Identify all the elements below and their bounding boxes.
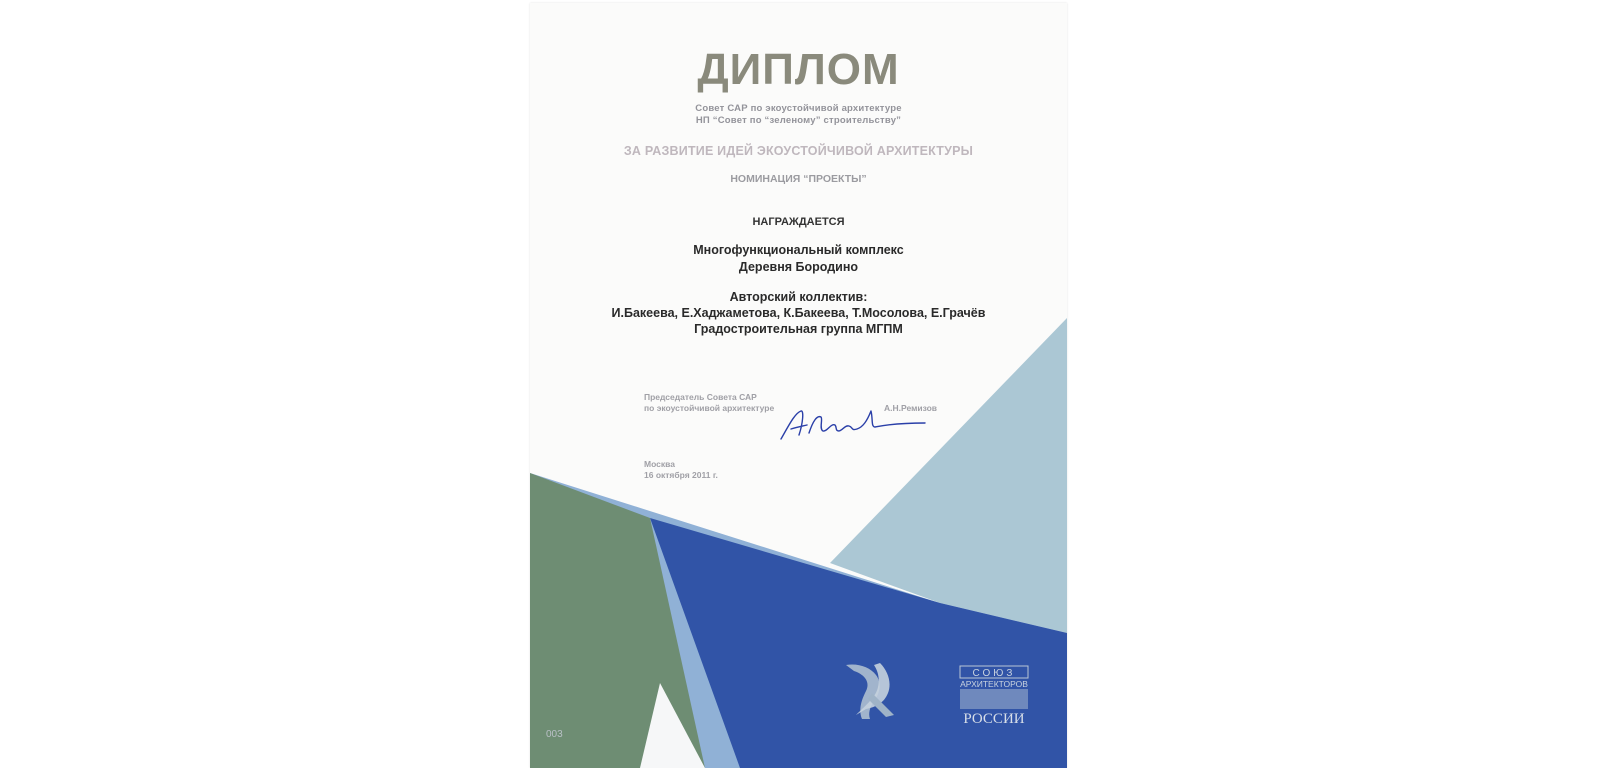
union-of-architects-logo	[958, 665, 1030, 727]
chairman-title-line-1: Председатель Совета САР	[644, 392, 757, 402]
project-name-line-2: Деревня Бородино	[738, 260, 859, 274]
authors-list: И.Бакеева, Е.Хаджаметова, К.Бакеева, Т.Мосолова, Е.Грачёв	[611, 306, 986, 320]
emblem-logo-icon	[836, 653, 906, 723]
city: Москва	[644, 459, 675, 469]
page-number: 003	[546, 729, 563, 740]
union-logo-top-text: СОЮЗ	[972, 668, 1016, 679]
issue-date: 16 октября 2011 г.	[644, 470, 718, 480]
union-logo-middle-text: АРХИТЕКТОРОВ	[960, 679, 1028, 689]
diploma-title: ДИПЛОМ	[697, 45, 900, 94]
organization-line-1: Совет САР по экоустойчивой архитектуре	[695, 103, 902, 114]
diploma-sheet	[530, 3, 1067, 768]
organization-line-2: НП “Совет по “зеленому” строительству”	[695, 115, 902, 126]
chairman-title-line-2: по экоустойчивой архитектуре	[644, 403, 775, 413]
project-name-line-1: Многофункциональный комплекс	[693, 243, 904, 257]
union-logo-bottom-text: РОССИИ	[963, 711, 1025, 727]
chairman-name: А.Н.Ремизов	[884, 403, 938, 413]
signature-image	[777, 405, 927, 445]
authors-label: Авторский коллектив:	[729, 290, 868, 304]
awarded-label: НАГРАЖДАЕТСЯ	[752, 216, 845, 228]
nomination: НОМИНАЦИЯ “ПРОЕКТЫ”	[730, 173, 867, 185]
award-title: ЗА РАЗВИТИЕ ИДЕЙ ЭКОУСТОЙЧИВОЙ АРХИТЕКТУРЫ	[623, 144, 974, 158]
author-group: Градостроительная группа МГПМ	[694, 322, 903, 336]
